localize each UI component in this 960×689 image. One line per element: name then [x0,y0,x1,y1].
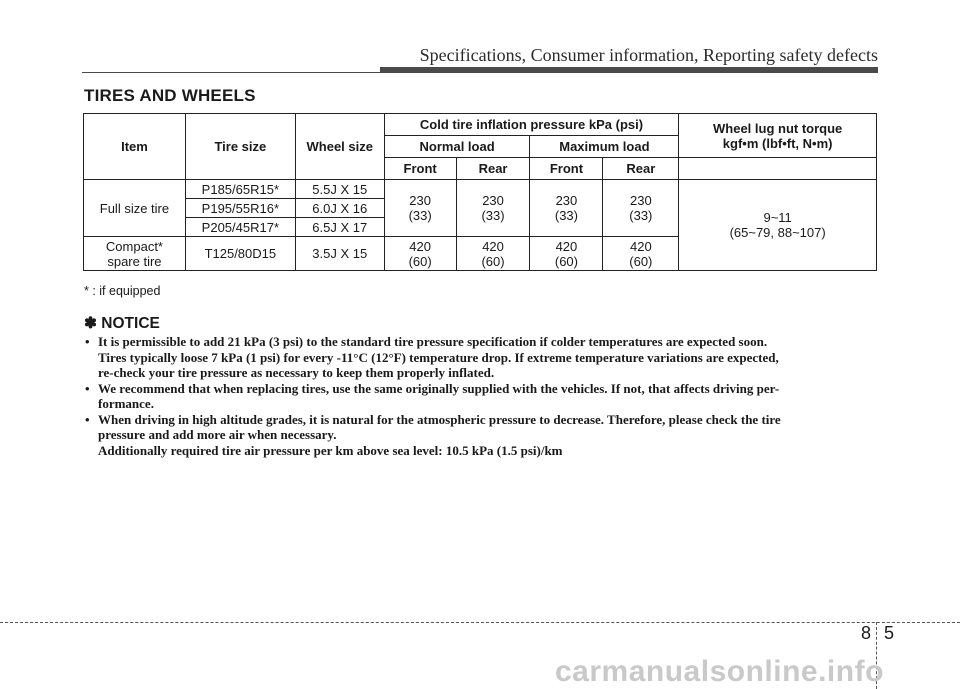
tires-wheels-table [83,113,877,271]
notice-line: We recommend that when replacing tires, use the same originally supplied with the vehicles. If not, that affects driving per- [98,380,780,396]
pressure-psi: (33) [481,208,505,223]
header-normal-rear: Rear [456,158,530,180]
header-normal-front: Front [384,158,456,180]
pressure-psi: (60) [629,253,653,269]
pressure-psi: (33) [408,208,432,223]
pressure-psi: (60) [408,253,432,269]
header-lug-torque-line2: kgf•m (lbf•ft, N•m) [722,135,833,151]
running-header-title: Specifications, Consumer information, Reporting safety defects [419,45,878,65]
pressure-cell [603,180,679,237]
chapter-number: 8 [861,623,872,643]
notice-line: When driving in high altitude grades, it is natural for the atmospheric pressure to decrease. Therefore, please check the tire [98,411,781,427]
pressure-kpa: 230 [555,193,578,208]
header-lug-torque [679,114,877,158]
header-lug-torque-line1: Wheel lug nut torque [713,120,843,136]
header-normal-load: Normal load [384,136,530,158]
wheel-size-cell: 5.5J X 15 [295,180,384,199]
compact-label-line2: spare tire [107,253,162,269]
pressure-kpa: 420 [555,238,578,254]
tire-size-cell: P205/45R17* [185,218,295,237]
header-wheel-size: Wheel size [295,114,384,180]
pressure-cell [603,237,679,271]
bullet: • [85,334,90,349]
tire-size-cell: T125/80D15 [185,237,295,271]
notice-line: It is permissible to add 21 kPa (3 psi) to the standard tire pressure specification if colder temperatures are expected soon. [98,334,768,349]
header-item: Item [84,114,186,180]
list-item [84,412,877,459]
wheel-size-cell: 6.0J X 16 [295,199,384,218]
pressure-kpa: 420 [409,238,431,254]
notice-line: pressure and add more air when necessary. [98,427,337,442]
header-max-front: Front [530,158,603,180]
torque-value-converted: (65~79, 88~107) [729,225,826,240]
pressure-cell [456,237,530,271]
pressure-psi: (33) [629,208,653,223]
pressure-cell [384,180,456,237]
torque-cell [679,180,877,271]
bullet: • [85,411,90,427]
pressure-psi: (60) [554,253,578,269]
header-torque-blank [679,158,877,180]
notice-line: formance. [98,396,154,411]
header-rule [82,72,878,73]
compact-label-line1: Compact* [105,238,163,254]
wheel-size-cell: 6.5J X 17 [295,218,384,237]
pressure-cell [384,237,456,271]
pressure-kpa: 420 [482,238,504,254]
header-maximum-load: Maximum load [530,136,679,158]
pressure-cell [530,237,603,271]
torque-value: 9~11 [763,210,792,225]
section-title: TIRES AND WHEELS [84,86,256,105]
notice-line: re-check your tire pressure as necessary to keep them properly inflated. [98,365,495,380]
pressure-kpa: 230 [629,193,652,208]
notice-line: Tires typically loose 7 kPa (1 psi) for every -11°C (12°F) temperature drop. If extreme temperature variations are expected, [98,349,779,365]
pressure-kpa: 230 [482,193,504,208]
full-size-label: Full size tire [84,180,186,237]
pressure-psi: (60) [481,253,505,269]
pressure-kpa: 420 [629,238,652,254]
footnote: * : if equipped [84,284,161,298]
table-row [84,180,877,199]
compact-spare-label [84,237,186,271]
header-cold-inflation: Cold tire inflation pressure kPa (psi) [384,114,679,136]
notice-line: Additionally required tire air pressure per km above sea level: 10.5 kPa (1.5 psi)/km [98,442,563,458]
tire-size-cell: P195/55R16* [185,199,295,218]
bullet: • [85,380,90,396]
header-max-rear: Rear [603,158,679,180]
tire-size-cell: P185/65R15* [185,180,295,199]
pressure-psi: (33) [554,208,578,223]
list-item [84,381,877,412]
watermark: carmanualsonline.info [555,655,884,688]
notice-title: ✽ NOTICE [84,315,160,332]
header-tire-size: Tire size [185,114,295,180]
footer-dashed-rule [0,622,960,623]
list-item [84,334,877,381]
pressure-cell [530,180,603,237]
notice-list [84,334,877,458]
page-number-value: 5 [884,623,895,643]
wheel-size-cell: 3.5J X 15 [295,237,384,271]
pressure-kpa: 230 [409,193,431,208]
pressure-cell [456,180,530,237]
